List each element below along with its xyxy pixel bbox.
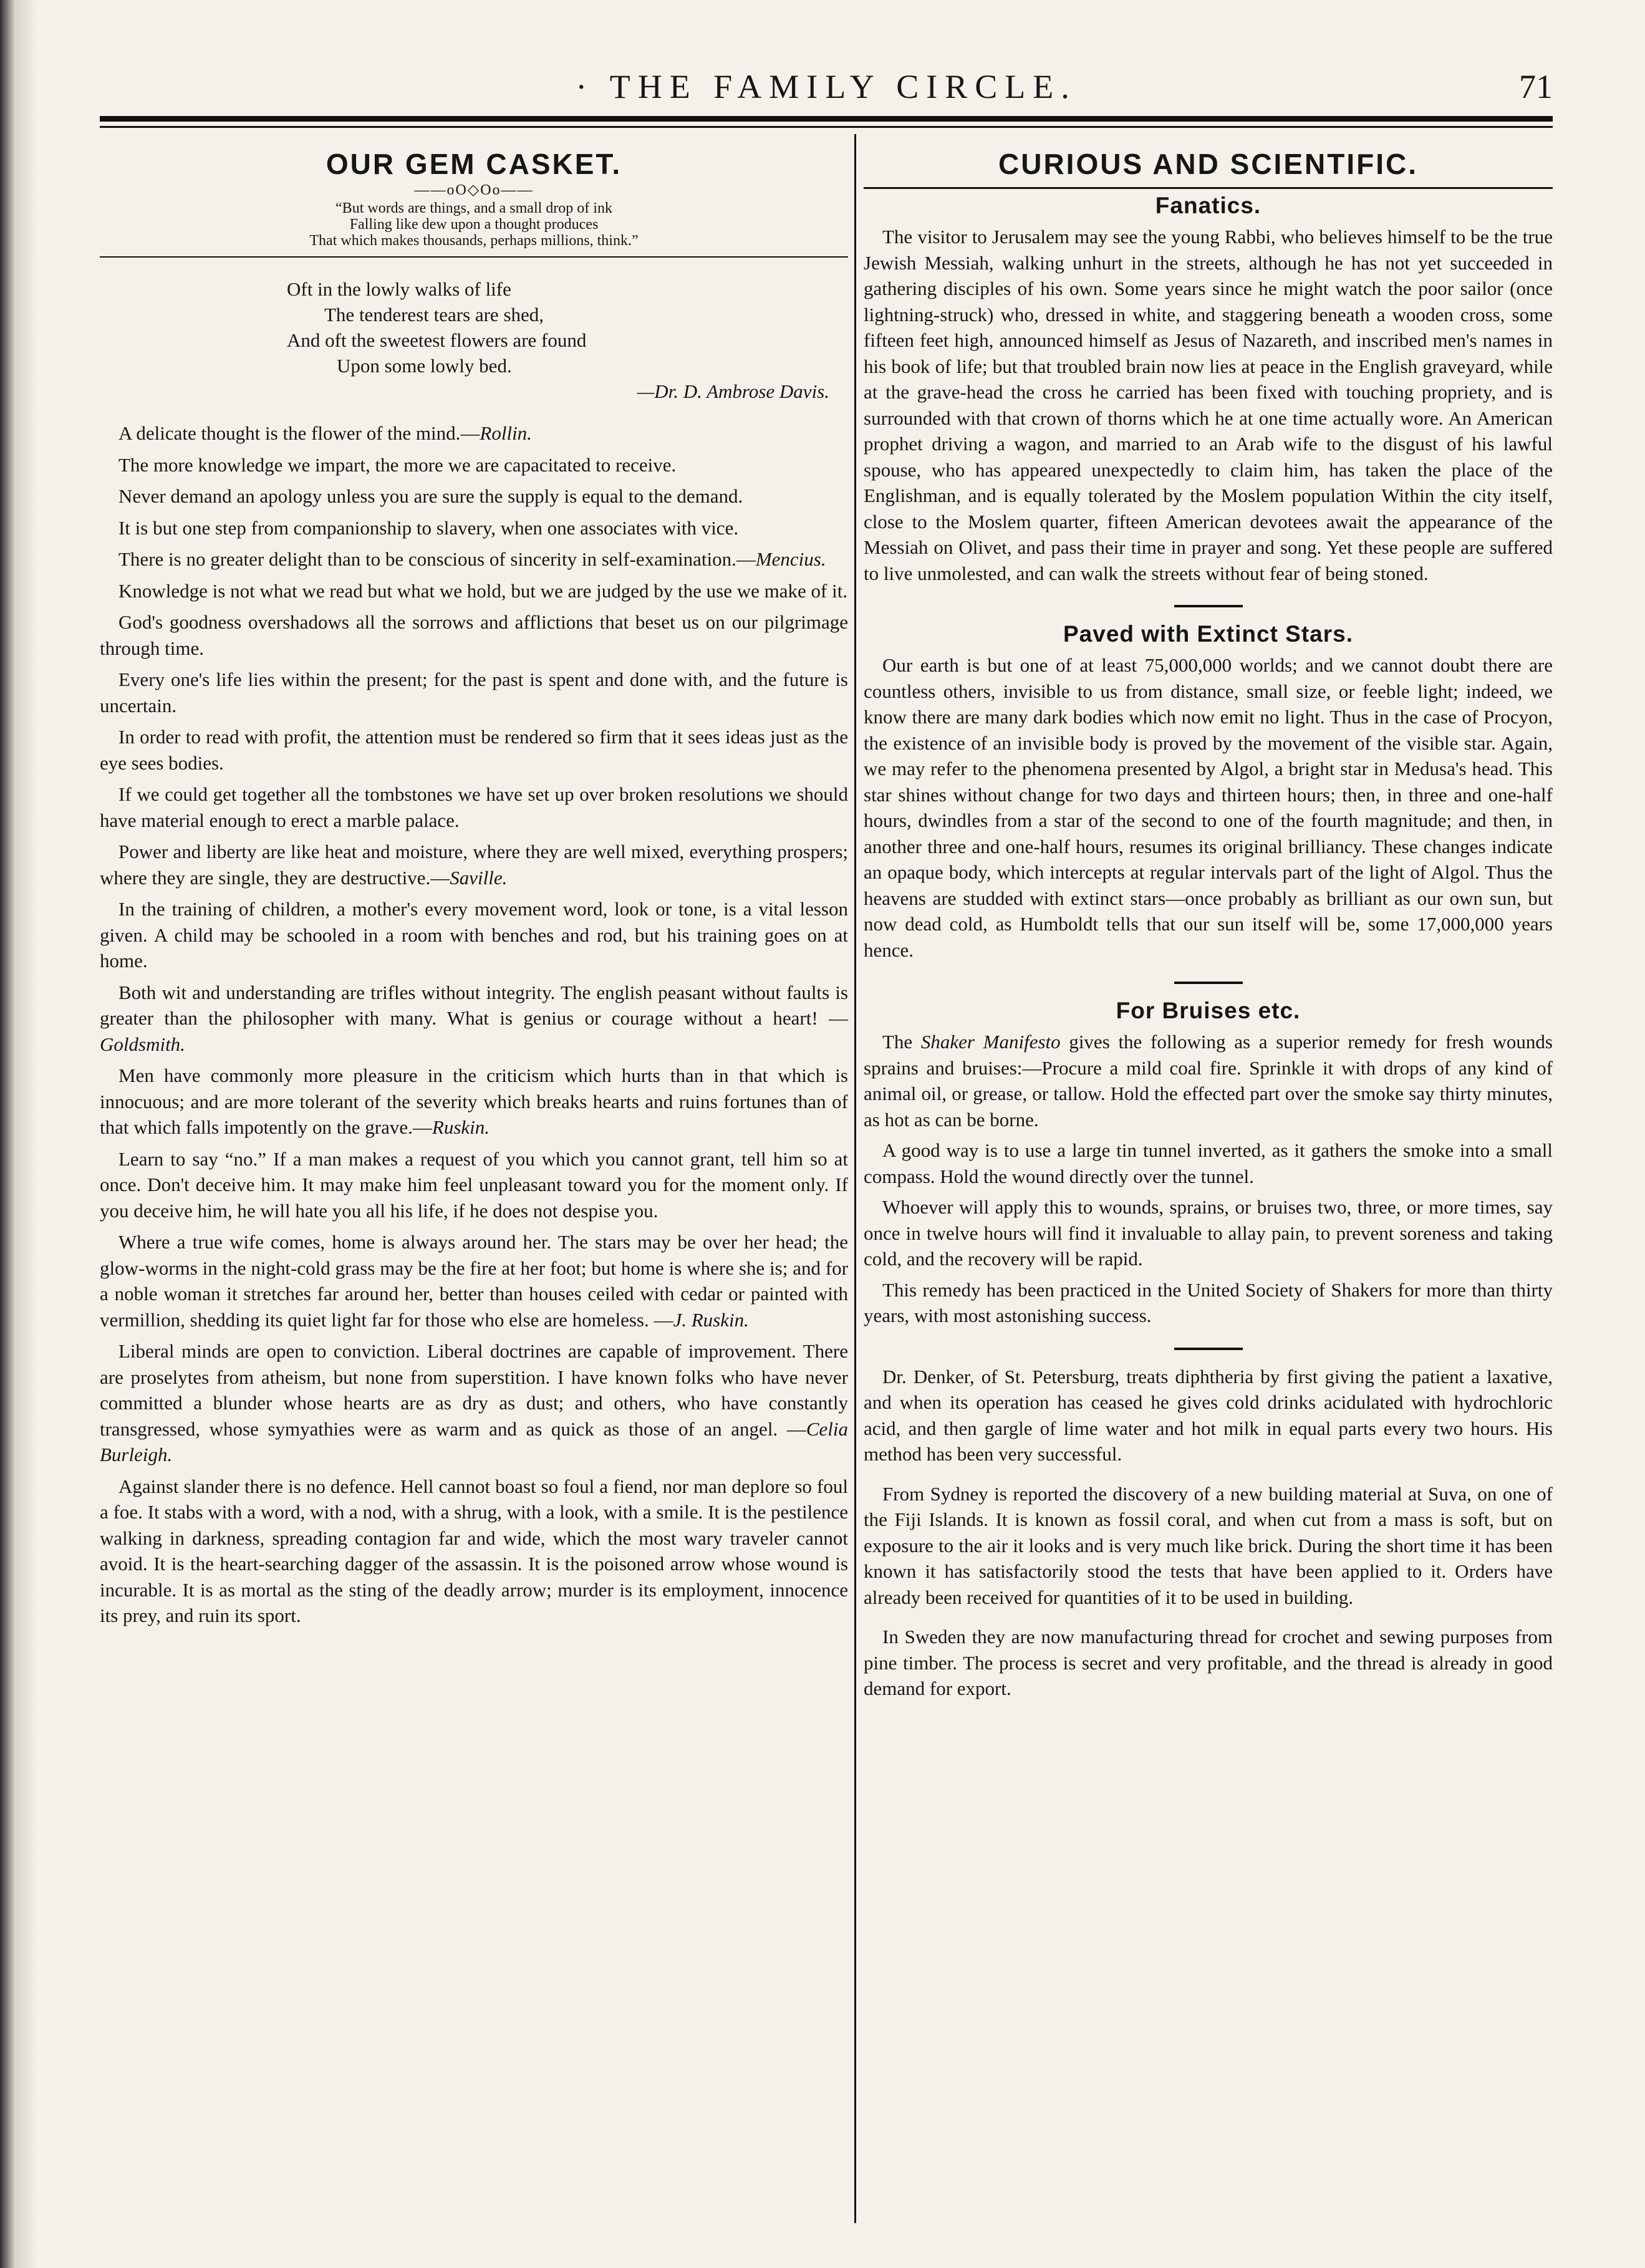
gem-quote: [100, 724, 848, 776]
bruises-text-post: gives the following as a superior remedy for fresh wounds sprains and bruises:—Procure a mild coal fire. Sprinkle it with drops of any kind of animal oil, or grease, or tallow. Hold the effected part over the smoke say thirty minutes, as hot as can be borne.: [864, 1031, 1553, 1131]
gem-quote: [100, 980, 848, 1058]
gem-text: Liberal minds are open to conviction. Liberal doctrines are capable of improvement. There are proselytes from atheism, but none from superstition. I have known folks who have never committed a blunder whose hearts are as dry as dust; and others, who have constantly transgressed, whose symyathies were as warm and as quick as those of an angel. —: [100, 1340, 848, 1440]
gem-quote: [100, 609, 848, 661]
bruises-paragraph: [864, 1029, 1553, 1132]
gem-quote: [100, 483, 848, 509]
poem-line: The tenderest tears are shed,: [324, 304, 544, 326]
gem-text: The more knowledge we impart, the more we are capacitated to receive.: [118, 453, 677, 476]
page-header: [100, 67, 1553, 121]
page-number: 71: [1519, 68, 1553, 105]
shaker-manifesto-title: Shaker Manifesto: [920, 1031, 1061, 1053]
poem-line: Oft in the lowly walks of life: [287, 278, 511, 300]
gem-text: Learn to say “no.” If a man makes a request of you which you cannot grant, tell him so at once. Don't deceive him. It may make him feel unpleasant toward you for the moment only. If you deceive him, he will hate you all his life, if he does not despise you.: [100, 1147, 848, 1222]
gem-quote: [100, 1474, 848, 1629]
gem-quote: [100, 839, 848, 890]
gem-attribution: Mencius.: [755, 548, 826, 570]
binding-edge: [0, 0, 37, 2268]
gem-text: Against slander there is no defence. Hell cannot boast so foul a fiend, nor man deplore so foul a foe. It stabs with a word, with a nod, with a shrug, with a look, with a smile. It is the pestilence walking in darkness, spreading contagion far and wide, which the most wary traveler cannot avoid. It is the heart-searching dagger of the assassin. It is the poisoned arrow whose wound is incurable. It is as mortal as the sting of the deadly arrow; murder is its employment, innocence its prey, and ruin its sport.: [100, 1475, 848, 1626]
epigraph-line: Falling like dew upon a thought produces: [349, 216, 599, 233]
epigraph-line: That which makes thousands, perhaps millions, think.”: [309, 233, 639, 249]
bruises-paragraph: A good way is to use a large tin tunnel inverted, as it gathers the smoke into a small compass. Hold the wound directly over the tunnel.: [864, 1139, 1553, 1187]
poem: [100, 276, 848, 404]
column-divider: [854, 134, 856, 2223]
gem-text: Men have commonly more pleasure in the criticism which hurts than in that which is innocuous; and are more tolerant of the severity which breaks hearts and ruins fortunes than of that which falls impotently on the grave.—: [100, 1064, 848, 1138]
gem-quote: [100, 781, 848, 833]
epigraph: [100, 200, 848, 249]
title-rule: [864, 187, 1553, 189]
gem-text: It is but one step from companionship to slavery, when one associates with vice.: [118, 516, 739, 539]
gem-text: Power and liberty are like heat and moisture, where they are well mixed, everything prospers; where they are single, they are destructive.—: [100, 841, 848, 889]
bruises-paragraph: This remedy has been practiced in the United Society of Shakers for more than thirty years, with most astonishing success.: [864, 1278, 1553, 1326]
gem-attribution: Rollin.: [480, 422, 532, 444]
gem-attribution: J. Ruskin.: [673, 1308, 749, 1331]
poem-line: And oft the sweetest flowers are found: [287, 329, 587, 351]
bruises-paragraph: Whoever will apply this to wounds, sprains, or bruises two, three, or more times, say once in twelve hours will find it invaluable to allay pain, to prevent soreness and taking cold, and the recovery will be rapid.: [864, 1196, 1553, 1270]
publication-title: · THE FAMILY CIRCLE.: [576, 68, 1077, 105]
gem-text: Every one's life lies within the present; for the past is spent and done with, and the future is uncertain.: [100, 668, 848, 717]
section-title-curious-scientific: CURIOUS AND SCIENTIFIC.: [998, 148, 1418, 180]
gem-text: Knowledge is not what we read but what we hold, but we are judged by the use we make of it.: [118, 579, 848, 602]
gem-quote: [100, 667, 848, 718]
gem-text: If we could get together all the tombstones we have set up over broken resolutions we should have material enough to erect a marble palace.: [100, 783, 848, 831]
article-separator: [1174, 982, 1243, 984]
article-extinct-stars: Our earth is but one of at least 75,000,000 worlds; and we cannot doubt there are countless others, invisible to us from distance, small size, or feeble light; indeed, we know there are many dark bodies which now emit no light. Thus in the case of Procyon, the existence of an invisible body is proved by the movement of the visible star. Again, we may refer to the phenomena presented by Algol, a bright star in Medusa's head. This star shines without change for two days and thirteen hours; then, in three and one-half hours, dwindles from a star of the second to one of the fourth magnitude; and then, in another three and one-half hours, resumes its original brilliancy. These changes indicate an opaque body, which intercepts at regular intervals part of the light of Algol. Thus the heavens are studded with extinct stars—once probably as brilliant as our own sun, but now dead cold, as Humboldt tells that our sun itself will be, some 17,000,000 years hence.: [864, 654, 1553, 961]
gem-text: In order to read with profit, the attention must be rendered so firm that it sees ideas just as the eye sees bodies.: [100, 726, 848, 774]
gem-quote: [100, 515, 848, 541]
article-fanatics: The visitor to Jerusalem may see the young Rabbi, who believes himself to be the true Jewish Messiah, walking unhurt in the streets, although he has not yet succeeded in gathering disciples of his own. Some years since he might watch the poor sailor (once lightning-struck) who, dressed in white, and staggering beneath a wooden cross, some fifteen feet high, announced himself as Jesus of Nazareth, and inscribed men's names in his book of life; but that troubled brain now lies at peace in the English graveyard, while at the grave-head the cross he carried has been fixed with touching propriety, and is surrounded with that crown of thorns which he at one time actually wore. An American prophet driving a wagon, and married to an Arab wife to the disgust of his lawful spouse, who has appeared unexpectedly to claim him, has taken the place of the Englishman, and is equally tolerated by the Moslem population Within the city itself, close to the Moslem quarter, fifteen American devotees await the appearance of the Messiah on Olivet, and pass their time in prayer and song. Yet these people are suffered to live unmolested, and can walk the streets without fear of being stoned.: [864, 226, 1553, 584]
gem-quote: [100, 896, 848, 974]
gem-quote: [100, 420, 848, 446]
article-separator: [1174, 605, 1243, 607]
epigraph-rule: [100, 256, 848, 258]
right-column: [864, 147, 1553, 2224]
article-heading-bruises: For Bruises etc.: [1116, 998, 1301, 1023]
gem-attribution: Ruskin.: [432, 1116, 490, 1138]
gem-attribution: Celia Burleigh.: [100, 1417, 848, 1465]
gem-quote: [100, 1146, 848, 1224]
poem-line: Upon some lowly bed.: [337, 355, 512, 377]
article-separator: [1174, 1348, 1243, 1350]
gem-text: Never demand an apology unless you are sure the supply is equal to the demand.: [118, 485, 743, 507]
gem-text: Where a true wife comes, home is always around her. The stars may be over her head; the glow-worms in the night-cold grass may be the fire at her foot; but home is where she is; and for a noble woman it stretches far around her, better than houses ceiled with cedar or painted with vermillion, shedding its quiet light far for those who else are homeless. —: [100, 1231, 848, 1331]
misc-paragraph-pine-thread: In Sweden they are now manufacturing thread for crochet and sewing purposes from pine timber. The process is secret and very profitable, and the thread is already in good demand for export.: [864, 1626, 1553, 1699]
gem-text: There is no greater delight than to be conscious of sincerity in self-examination.—: [118, 548, 756, 570]
gem-quote: [100, 1063, 848, 1141]
article-heading-fanatics: Fanatics.: [1155, 193, 1261, 218]
gem-quote: [100, 1229, 848, 1333]
gem-list: [100, 420, 848, 1629]
bruises-text-pre: The: [882, 1031, 921, 1053]
gem-quote: [100, 578, 848, 604]
gem-attribution: Goldsmith.: [100, 1033, 185, 1055]
gem-attribution: Saville.: [450, 866, 508, 889]
poem-attribution: —Dr. D. Ambrose Davis.: [637, 380, 829, 402]
article-heading-extinct-stars: Paved with Extinct Stars.: [1063, 621, 1354, 647]
header-rule-thin: [100, 126, 1553, 128]
section-title-gem-casket: OUR GEM CASKET.: [326, 148, 622, 180]
gem-text: A delicate thought is the flower of the mind.—: [118, 422, 480, 444]
misc-paragraph-fossil-coral: From Sydney is reported the discovery of a new building material at Suva, on one of the Fiji Islands. It is known as fossil coral, and when cut from a mass is soft, but on exposure to the air it looks and is very much like brick. During the short time it has been known it has satisfactorily stood the tests that have been applied to it. Orders have already been received for quantities of it to be used in building.: [864, 1482, 1553, 1608]
gem-quote: [100, 546, 848, 572]
gem-quote: [100, 1338, 848, 1468]
misc-paragraph-diphtheria: Dr. Denker, of St. Petersburg, treats diphtheria by first giving the patient a laxative, and when its operation has ceased he gives cold drinks acidulated with hydrochloric acid, and then gargle of lime water and hot milk in equal parts every two hours. His method has been very successful.: [864, 1365, 1553, 1465]
gem-text: God's goodness overshadows all the sorrows and afflictions that beset us on our pilgrimage through time.: [100, 611, 848, 659]
ornament-divider: ——oO◇Oo——: [414, 182, 534, 198]
gem-text: In the training of children, a mother's every movement word, look or tone, is a vital lesson given. A child may be schooled in a room with benches and rod, but his training goes on at home.: [100, 898, 848, 972]
left-column: [100, 147, 848, 2224]
gem-text: Both wit and understanding are trifles without integrity. The english peasant without faults is greater than the philosopher with many. What is genius or courage without a heart! —: [100, 981, 848, 1029]
gem-quote: [100, 452, 848, 478]
header-rule-thick: [100, 116, 1553, 122]
epigraph-line: “But words are things, and a small drop of ink: [335, 200, 612, 216]
